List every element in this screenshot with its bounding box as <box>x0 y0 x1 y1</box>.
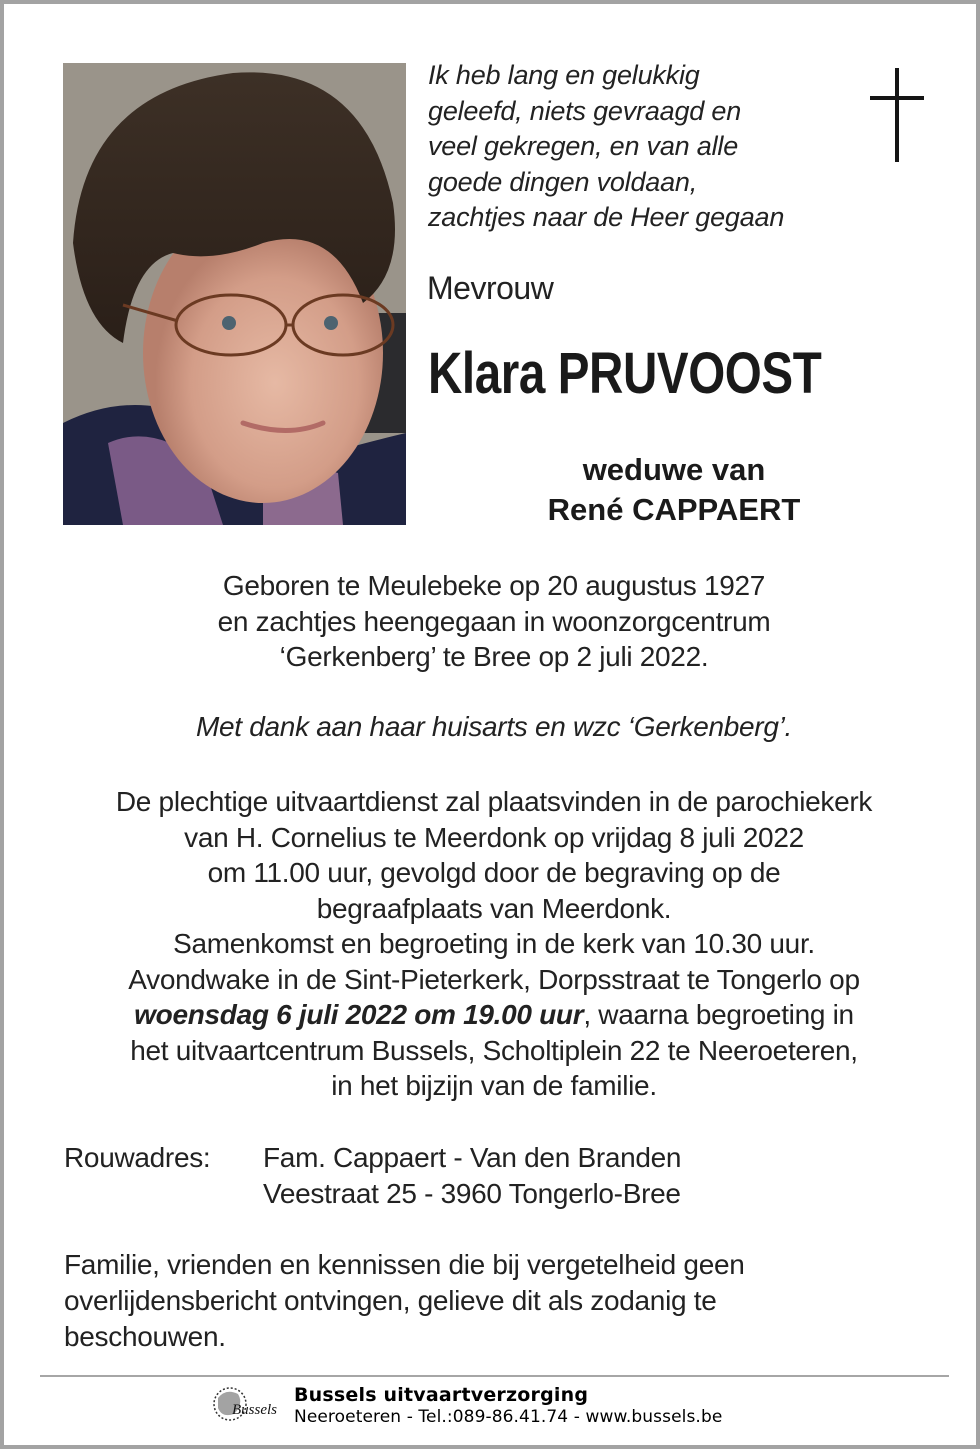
spouse-block <box>504 450 844 530</box>
service-line: om 11.00 uur, gevolgd door de begraving op de <box>207 857 781 888</box>
vigil-rest: , waarna begroeting in <box>583 999 854 1030</box>
svg-text:Bussels: Bussels <box>232 1402 277 1418</box>
vigil-line <box>44 997 944 1033</box>
funeral-home-name: Bussels uitvaartverzorging <box>294 1384 589 1406</box>
deceased-name: Klara PRUVOOST <box>428 341 822 406</box>
relation-label: weduwe van <box>582 452 766 487</box>
service-line: het uitvaartcentrum Bussels, Scholtiplein 22 te Neeroeteren, <box>130 1034 858 1066</box>
service-line: De plechtige uitvaartdienst zal plaatsvinden in de parochiekerk <box>115 786 873 817</box>
info-line: ‘Gerkenberg’ te Bree op 2 juli 2022. <box>279 641 709 672</box>
service-line: Avondwake in de Sint-Pieterkerk, Dorpsstraat te Tongerlo op <box>128 963 860 995</box>
address-line: Fam. Cappaert - Van den Branden <box>263 1142 682 1173</box>
bussels-logo-icon <box>210 1384 284 1428</box>
info-line: Geboren te Meulebeke op 20 augustus 1927 <box>222 570 766 601</box>
address-label: Rouwadres: <box>64 1142 211 1173</box>
notice-paragraph: Familie, vrienden en kennissen die bij vergetelheid geen overlijdensbericht ontvingen, gelieve dit als zodanig te beschouwen. <box>64 1249 745 1352</box>
funeral-service-info <box>44 784 944 1104</box>
honorific: Mevrouw <box>427 270 554 306</box>
service-line: van H. Cornelius te Meerdonk op vrijdag 8 juli 2022 <box>184 821 804 853</box>
info-line: en zachtjes heengegaan in woonzorgcentrum <box>217 605 771 637</box>
poem-line: goede dingen voldaan, <box>428 166 698 197</box>
service-line: Samenkomst en begroeting in de kerk van 10.30 uur. <box>173 928 815 959</box>
footer-divider <box>40 1375 949 1377</box>
obituary-card <box>4 4 976 1445</box>
poem-line: Ik heb lang en gelukkig <box>428 60 700 90</box>
service-line: in het bijzijn van de familie. <box>331 1070 657 1101</box>
birth-death-info <box>44 568 944 675</box>
address-line: Veestraat 25 - 3960 Tongerlo-Bree <box>263 1178 681 1209</box>
vigil-datetime: woensdag 6 juli 2022 om 19.00 uur <box>134 999 584 1030</box>
poem-line: zachtjes naar de Heer gegaan <box>428 202 785 232</box>
thanks-line: Met dank aan haar huisarts en wzc ‘Gerkenberg’. <box>196 711 792 742</box>
funeral-home-contact: Neeroeteren - Tel.:089-86.41.74 - www.bussels.be <box>294 1407 723 1427</box>
poem-line: veel gekregen, en van alle <box>428 131 739 161</box>
portrait-photo <box>63 63 406 525</box>
spouse-name: René CAPPAERT <box>547 492 801 527</box>
service-line: begraafplaats van Meerdonk. <box>316 892 672 924</box>
poem-line: geleefd, niets gevraagd en <box>428 95 742 126</box>
cross-icon <box>870 68 924 162</box>
funeral-home-info <box>294 1384 722 1428</box>
thanks-note <box>44 709 944 745</box>
portrait-image <box>63 63 406 525</box>
poem-quote <box>428 58 868 236</box>
